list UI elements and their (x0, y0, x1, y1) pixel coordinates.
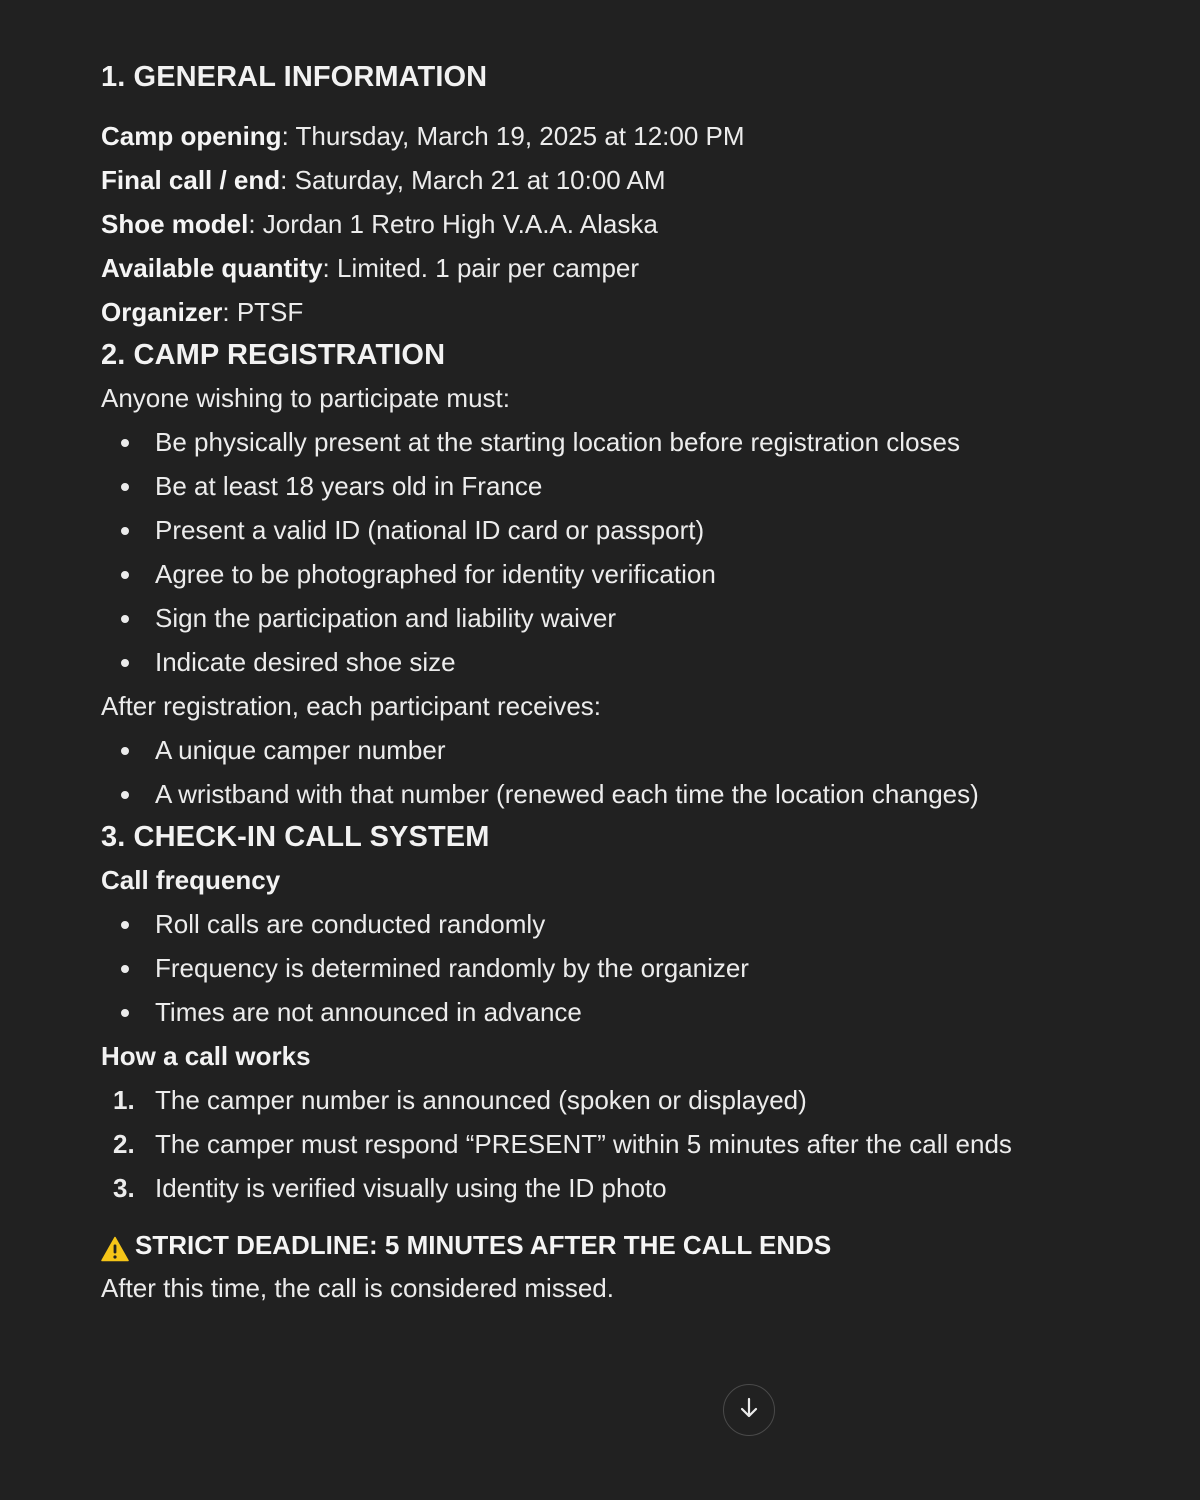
list-item: 2. The camper must respond “PRESENT” within 5 minutes after the call ends (101, 1122, 1060, 1166)
info-available-quantity (101, 246, 1060, 290)
after-warning-text: After this time, the call is considered missed. (101, 1273, 614, 1303)
info-label: Camp opening (101, 121, 282, 151)
info-label: Available quantity (101, 253, 323, 283)
list-item: Roll calls are conducted randomly (101, 902, 1060, 946)
list-item: Be at least 18 years old in France (101, 464, 1060, 508)
registration-after-intro: After registration, each participant receives: (101, 691, 602, 721)
bullet-dot (121, 615, 129, 623)
bullet-dot (121, 747, 129, 755)
list-item: Frequency is determined randomly by the organizer (101, 946, 1060, 990)
list-item: 3. Identity is verified visually using the ID photo (101, 1166, 1060, 1210)
info-label: Shoe model (101, 209, 249, 239)
receives-list (101, 728, 1060, 816)
list-item: Agree to be photographed for identity verification (101, 552, 1060, 596)
info-camp-opening (101, 114, 1060, 158)
arrow-down-icon (736, 1395, 762, 1426)
bullet-dot (121, 1009, 129, 1017)
info-value: : Limited. 1 pair per camper (322, 253, 640, 283)
bullet-dot (121, 527, 129, 535)
info-final-call (101, 158, 1060, 202)
bullet-dot (121, 571, 129, 579)
subheading-how-call-works: How a call works (101, 1041, 311, 1071)
section-title-registration: 2. CAMP REGISTRATION (101, 339, 446, 371)
bullet-dot (121, 791, 129, 799)
section-title-checkin: 3. CHECK-IN CALL SYSTEM (101, 821, 490, 853)
scroll-to-bottom-button[interactable] (723, 1384, 775, 1436)
warning-text: STRICT DEADLINE: 5 MINUTES AFTER THE CALL ENDS (135, 1230, 832, 1260)
step-number: 1. (113, 1085, 135, 1115)
info-value: : PTSF (222, 297, 304, 327)
bullet-dot (121, 483, 129, 491)
bullet-dot (121, 965, 129, 973)
info-label: Organizer (101, 297, 223, 327)
list-item: Be physically present at the starting location before registration closes (101, 420, 1060, 464)
call-steps-list (101, 1078, 1060, 1210)
warning-icon (101, 1232, 129, 1258)
bullet-dot (121, 439, 129, 447)
info-organizer (101, 290, 1060, 334)
list-item: A unique camper number (101, 728, 1060, 772)
list-item: A wristband with that number (renewed each time the location changes) (101, 772, 1060, 816)
info-shoe-model (101, 202, 1060, 246)
general-info-list (101, 114, 1060, 334)
info-label: Final call / end (101, 165, 281, 195)
frequency-list (101, 902, 1060, 1034)
strict-deadline-warning (101, 1224, 1060, 1266)
list-item: Present a valid ID (national ID card or passport) (101, 508, 1060, 552)
step-number: 3. (113, 1173, 135, 1203)
section-title-general: 1. GENERAL INFORMATION (101, 61, 488, 93)
bullet-dot (121, 921, 129, 929)
requirements-list (101, 420, 1060, 684)
registration-intro: Anyone wishing to participate must: (101, 383, 510, 413)
list-item: 1. The camper number is announced (spoken or displayed) (101, 1078, 1060, 1122)
bullet-dot (121, 659, 129, 667)
list-item: Sign the participation and liability waiver (101, 596, 1060, 640)
info-value: : Jordan 1 Retro High V.A.A. Alaska (248, 209, 658, 239)
info-value: : Saturday, March 21 at 10:00 AM (280, 165, 666, 195)
list-item: Indicate desired shoe size (101, 640, 1060, 684)
subheading-call-frequency: Call frequency (101, 865, 281, 895)
info-value: : Thursday, March 19, 2025 at 12:00 PM (281, 121, 745, 151)
list-item: Times are not announced in advance (101, 990, 1060, 1034)
step-number: 2. (113, 1129, 135, 1159)
